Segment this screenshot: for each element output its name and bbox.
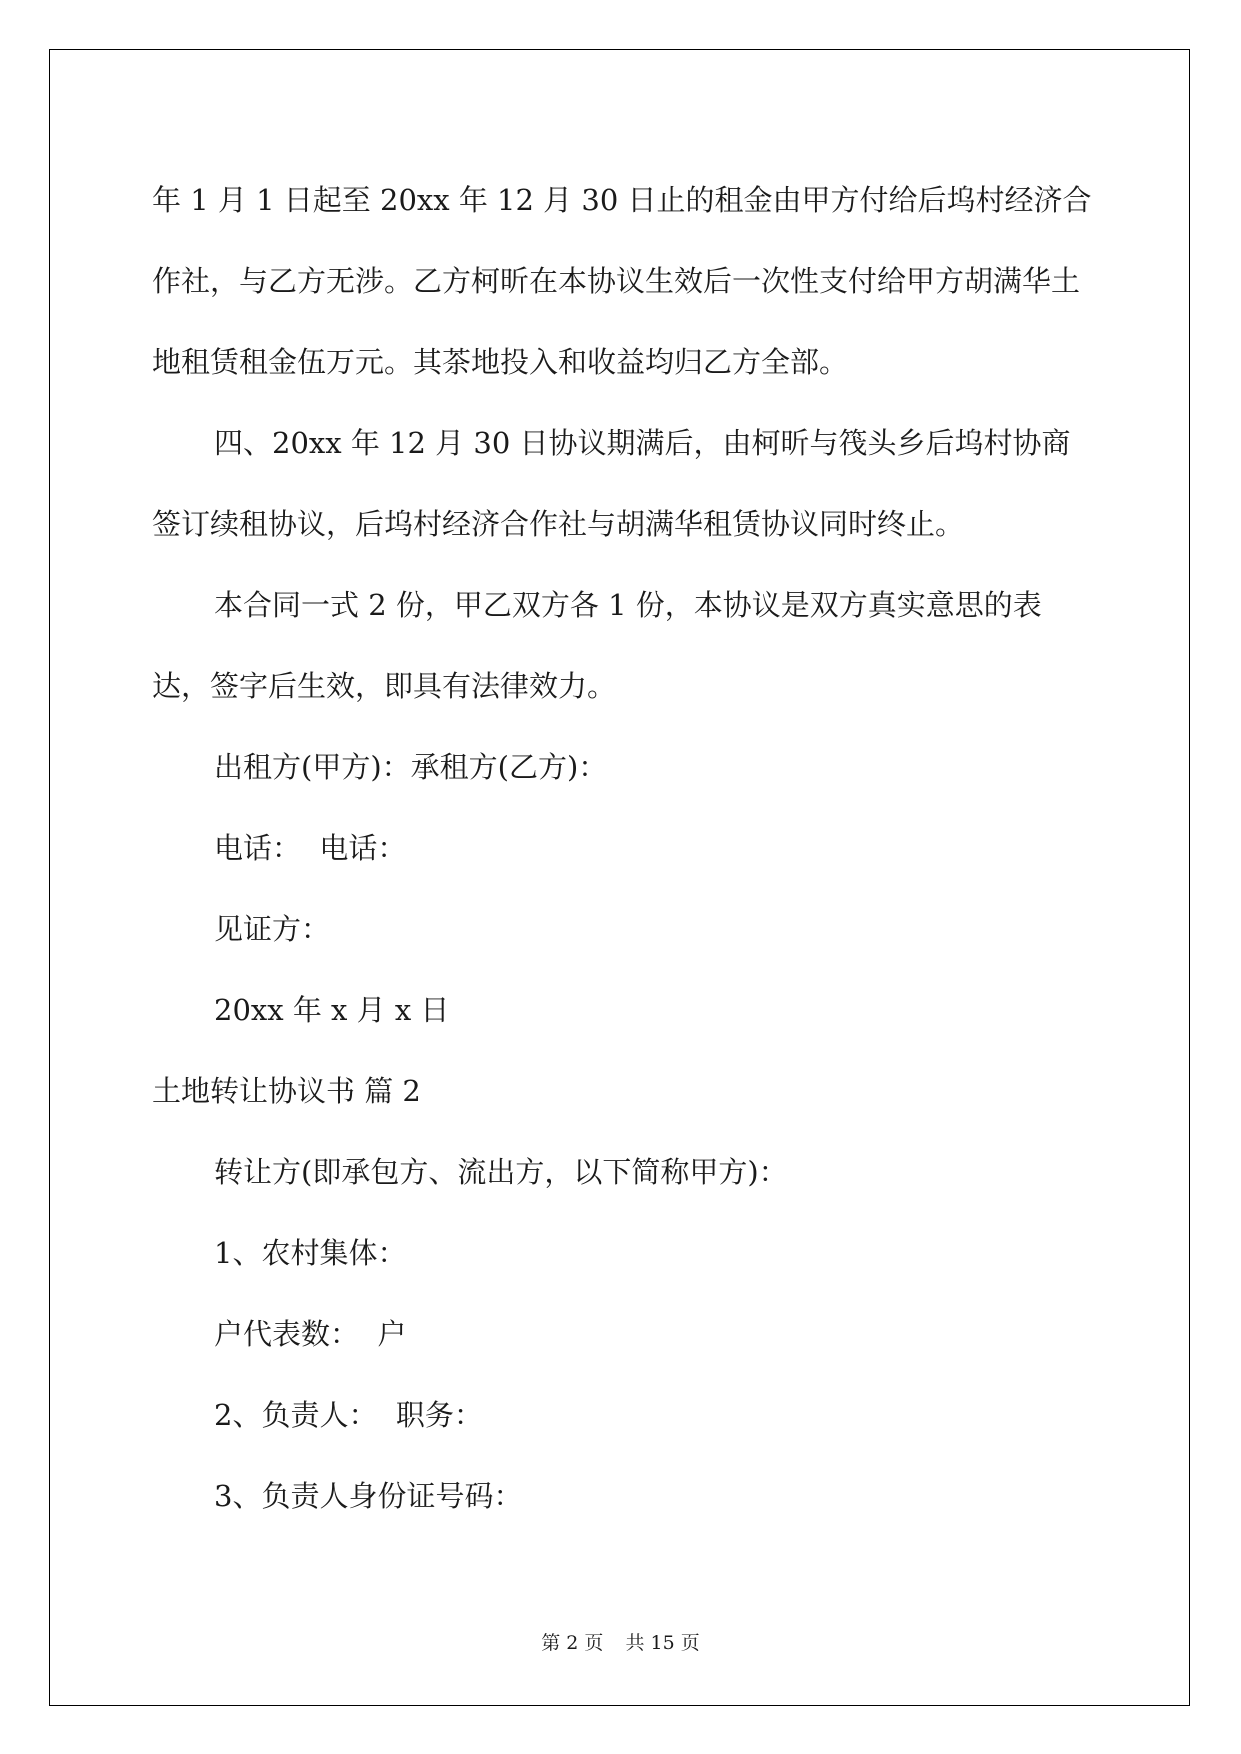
page-total: 共 15 页 bbox=[625, 1632, 700, 1654]
date-line: 20xx 年 x 月 x 日 bbox=[214, 993, 450, 1027]
page-current: 第 2 页 bbox=[541, 1632, 604, 1654]
page-footer bbox=[0, 1628, 1241, 1655]
collective-line: 1、农村集体： bbox=[214, 1236, 407, 1270]
paragraph-1: 年 1 月 1 日起至 20xx 年 12 月 30 日止的租金由甲方付给后坞村经济合作社，与乙方无涉。乙方柯昕在本协议生效后一次性支付给甲方胡满华土地租赁租金伍万元。其茶地投入和收益均归乙方全部。 bbox=[152, 183, 1092, 379]
document-body bbox=[152, 160, 1092, 1537]
lessor-lessee-line: 出租方(甲方)：承租方(乙方)： bbox=[214, 750, 608, 784]
paragraph-2: 四、20xx 年 12 月 30 日协议期满后，由柯昕与筏头乡后坞村协商签订续租协议，后坞村经济合作社与胡满华租赁协议同时终止。 bbox=[152, 426, 1071, 541]
section-heading: 土地转让协议书 篇 2 bbox=[152, 1074, 421, 1108]
responsible-person-line: 2、负责人： 职务： bbox=[214, 1398, 483, 1432]
household-count-line: 户代表数： 户 bbox=[214, 1317, 407, 1351]
paragraph-3: 本合同一式 2 份，甲乙双方各 1 份，本协议是双方真实意思的表达，签字后生效，即具有法律效力。 bbox=[152, 588, 1042, 703]
transferor-line: 转让方(即承包方、流出方，以下简称甲方)： bbox=[214, 1155, 788, 1189]
witness-line: 见证方： bbox=[214, 912, 331, 946]
phone-line: 电话： 电话： bbox=[214, 831, 407, 865]
id-number-line: 3、负责人身份证号码： bbox=[214, 1479, 523, 1513]
